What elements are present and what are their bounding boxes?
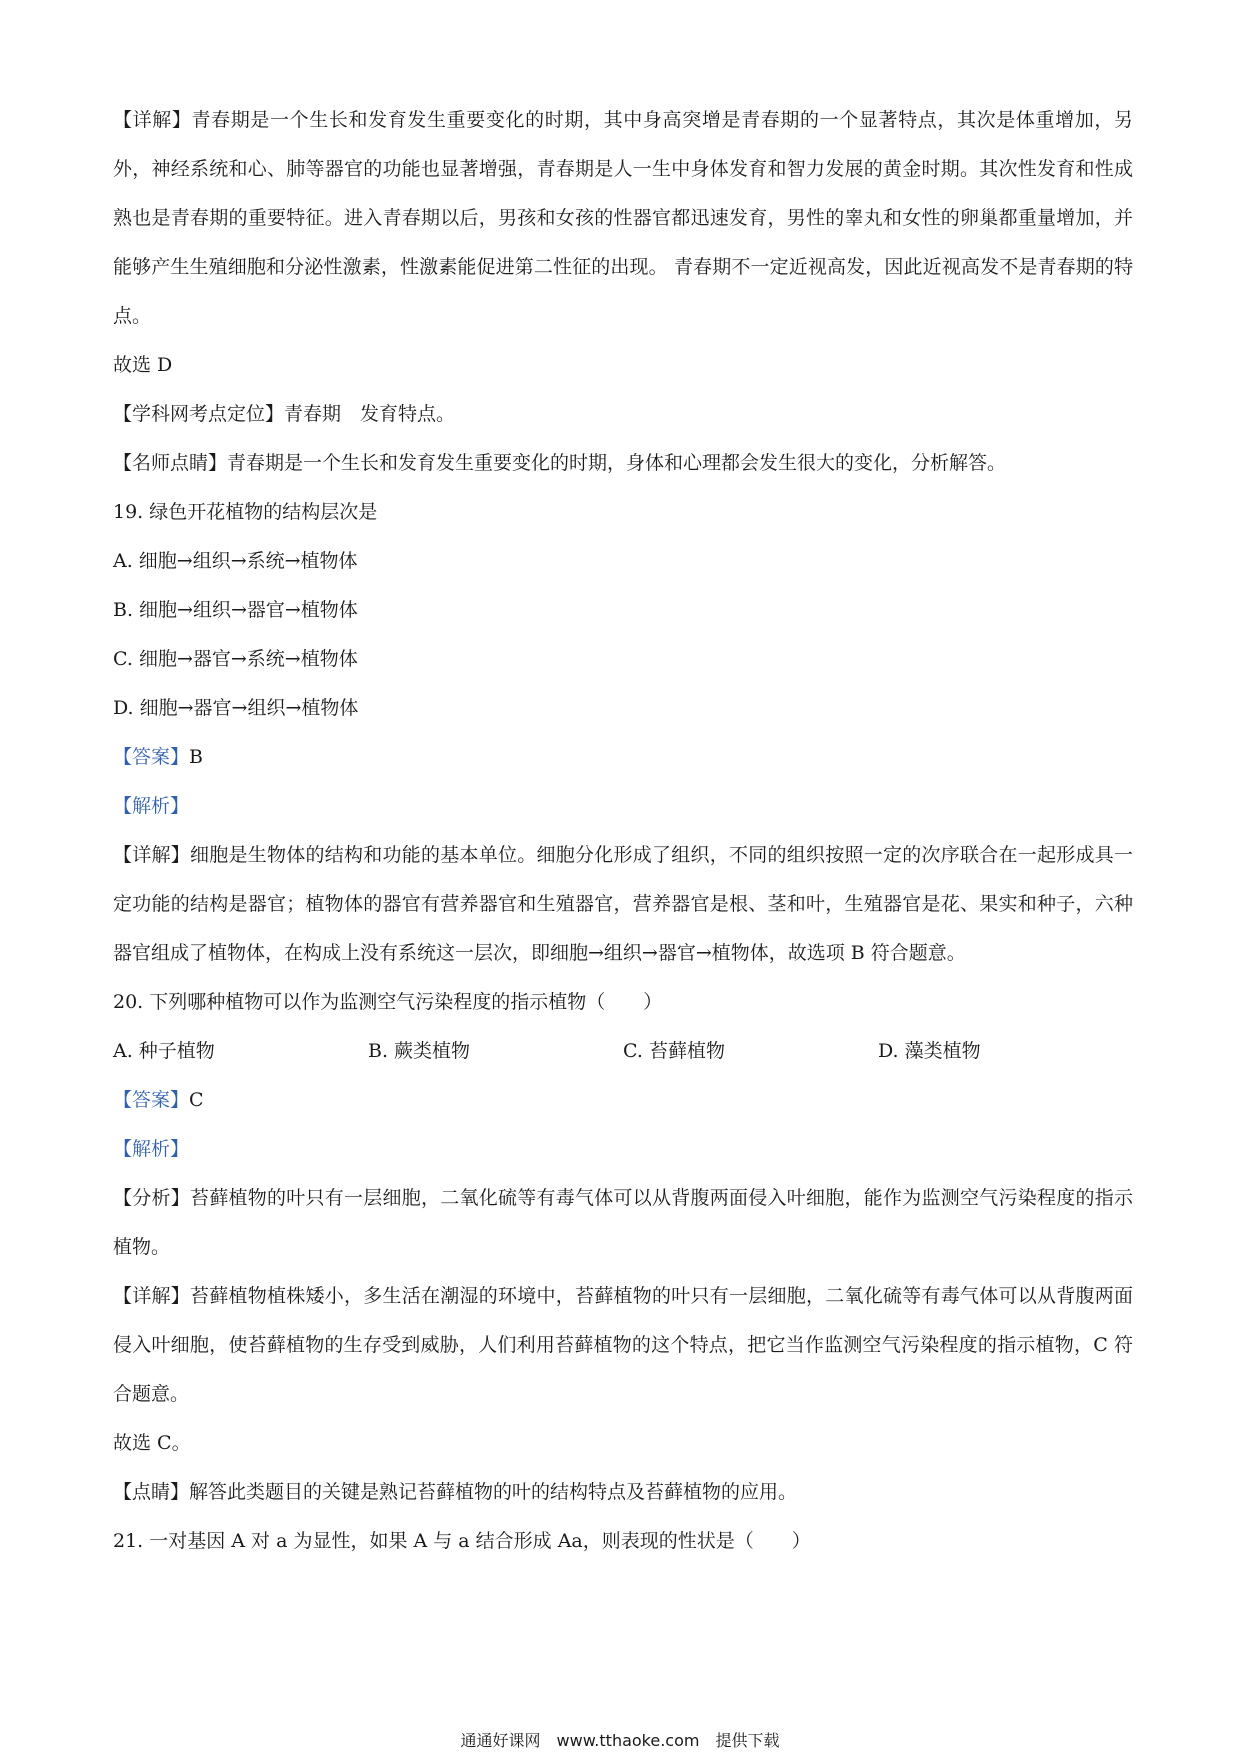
page-footer: 通通好课网 www.tthaoke.com 提供下载 bbox=[460, 1731, 780, 1750]
q21-stem: 21. 一对基因 A 对 a 为显性，如果 A 与 a 结合形成 Aa，则表现的性状是（ ） bbox=[113, 1530, 811, 1552]
q20-stem: 20. 下列哪种植物可以作为监测空气污染程度的指示植物（ ） bbox=[113, 991, 663, 1013]
answer-tag: 【答案】 bbox=[113, 746, 190, 768]
q20-options bbox=[113, 1027, 1133, 1076]
q20-option-a: A. 种子植物 bbox=[113, 1040, 215, 1062]
q20-option-b: B. 蕨类植物 bbox=[368, 1040, 471, 1062]
q20-detail: 【详解】苔藓植物植株矮小，多生活在潮湿的环境中，苔藓植物的叶只有一层细胞，二氧化硫等有毒气体可以从背腹两面侵入叶细胞，使苔藓植物的生存受到威胁，人们利用苔藓植物的这个特点，把它当作监测空气污染程度的指示植物，C 符合题意。 bbox=[113, 1285, 1133, 1405]
q20-answer bbox=[113, 1076, 1133, 1125]
q19-option-d: D. 细胞→器官→组织→植物体 bbox=[113, 697, 359, 719]
page-content bbox=[113, 96, 1133, 1566]
q20-fenxi: 【分析】苔藓植物的叶只有一层细胞，二氧化硫等有毒气体可以从背腹两面侵入叶细胞，能作为监测空气污染程度的指示植物。 bbox=[113, 1187, 1133, 1258]
answer-value: C bbox=[189, 1089, 204, 1111]
q19-option-a: A. 细胞→组织→系统→植物体 bbox=[113, 550, 358, 572]
q20-choice: 故选 C。 bbox=[113, 1432, 191, 1454]
q19-option-b: B. 细胞→组织→器官→植物体 bbox=[113, 599, 358, 621]
q19-detail: 【详解】细胞是生物体的结构和功能的基本单位。细胞分化形成了组织，不同的组织按照一定的次序联合在一起形成具一定功能的结构是器官；植物体的器官有营养器官和生殖器官，营养器官是根、茎和叶，生殖器官是花、果实和种子，六种器官组成了植物体，在构成上没有系统这一层次，即细胞→组织→器官→植物体，故选项 B 符合题意。 bbox=[113, 844, 1133, 964]
q18-mingshi: 【名师点睛】青春期是一个生长和发育发生重要变化的时期，身体和心理都会发生很大的变化，分析解答。 bbox=[113, 452, 1007, 474]
q20-dianjing: 【点睛】解答此类题目的关键是熟记苔藓植物的叶的结构特点及苔藓植物的应用。 bbox=[113, 1481, 798, 1503]
q19-answer bbox=[113, 733, 1133, 782]
q18-detail: 【详解】青春期是一个生长和发育发生重要变化的时期，其中身高突增是青春期的一个显著特点，其次是体重增加，另外，神经系统和心、肺等器官的功能也显著增强，青春期是人一生中身体发育和智力发展的黄金时期。其次性发育和性成熟也是青春期的重要特征。进入青春期以后，男孩和女孩的性器官都迅速发育，男性的睾丸和女性的卵巢都重量增加，并能够产生生殖细胞和分泌性激素，性激素能促进第二性征的出现。 青春期不一定近视高发，因此近视高发不是青春期的特点。 bbox=[113, 109, 1133, 327]
q18-choice: 故选 D bbox=[113, 354, 173, 376]
q20-option-c: C. 苔藓植物 bbox=[623, 1040, 725, 1062]
answer-tag: 【答案】 bbox=[113, 1089, 190, 1111]
q19-analysis-tag: 【解析】 bbox=[113, 795, 190, 817]
q19-option-c: C. 细胞→器官→系统→植物体 bbox=[113, 648, 358, 670]
q18-kaodian: 【学科网考点定位】青春期 发育特点。 bbox=[113, 403, 456, 425]
q20-analysis-tag: 【解析】 bbox=[113, 1138, 190, 1160]
q20-option-d: D. 藻类植物 bbox=[878, 1040, 981, 1062]
q19-stem: 19. 绿色开花植物的结构层次是 bbox=[113, 501, 378, 523]
answer-value: B bbox=[189, 746, 203, 768]
